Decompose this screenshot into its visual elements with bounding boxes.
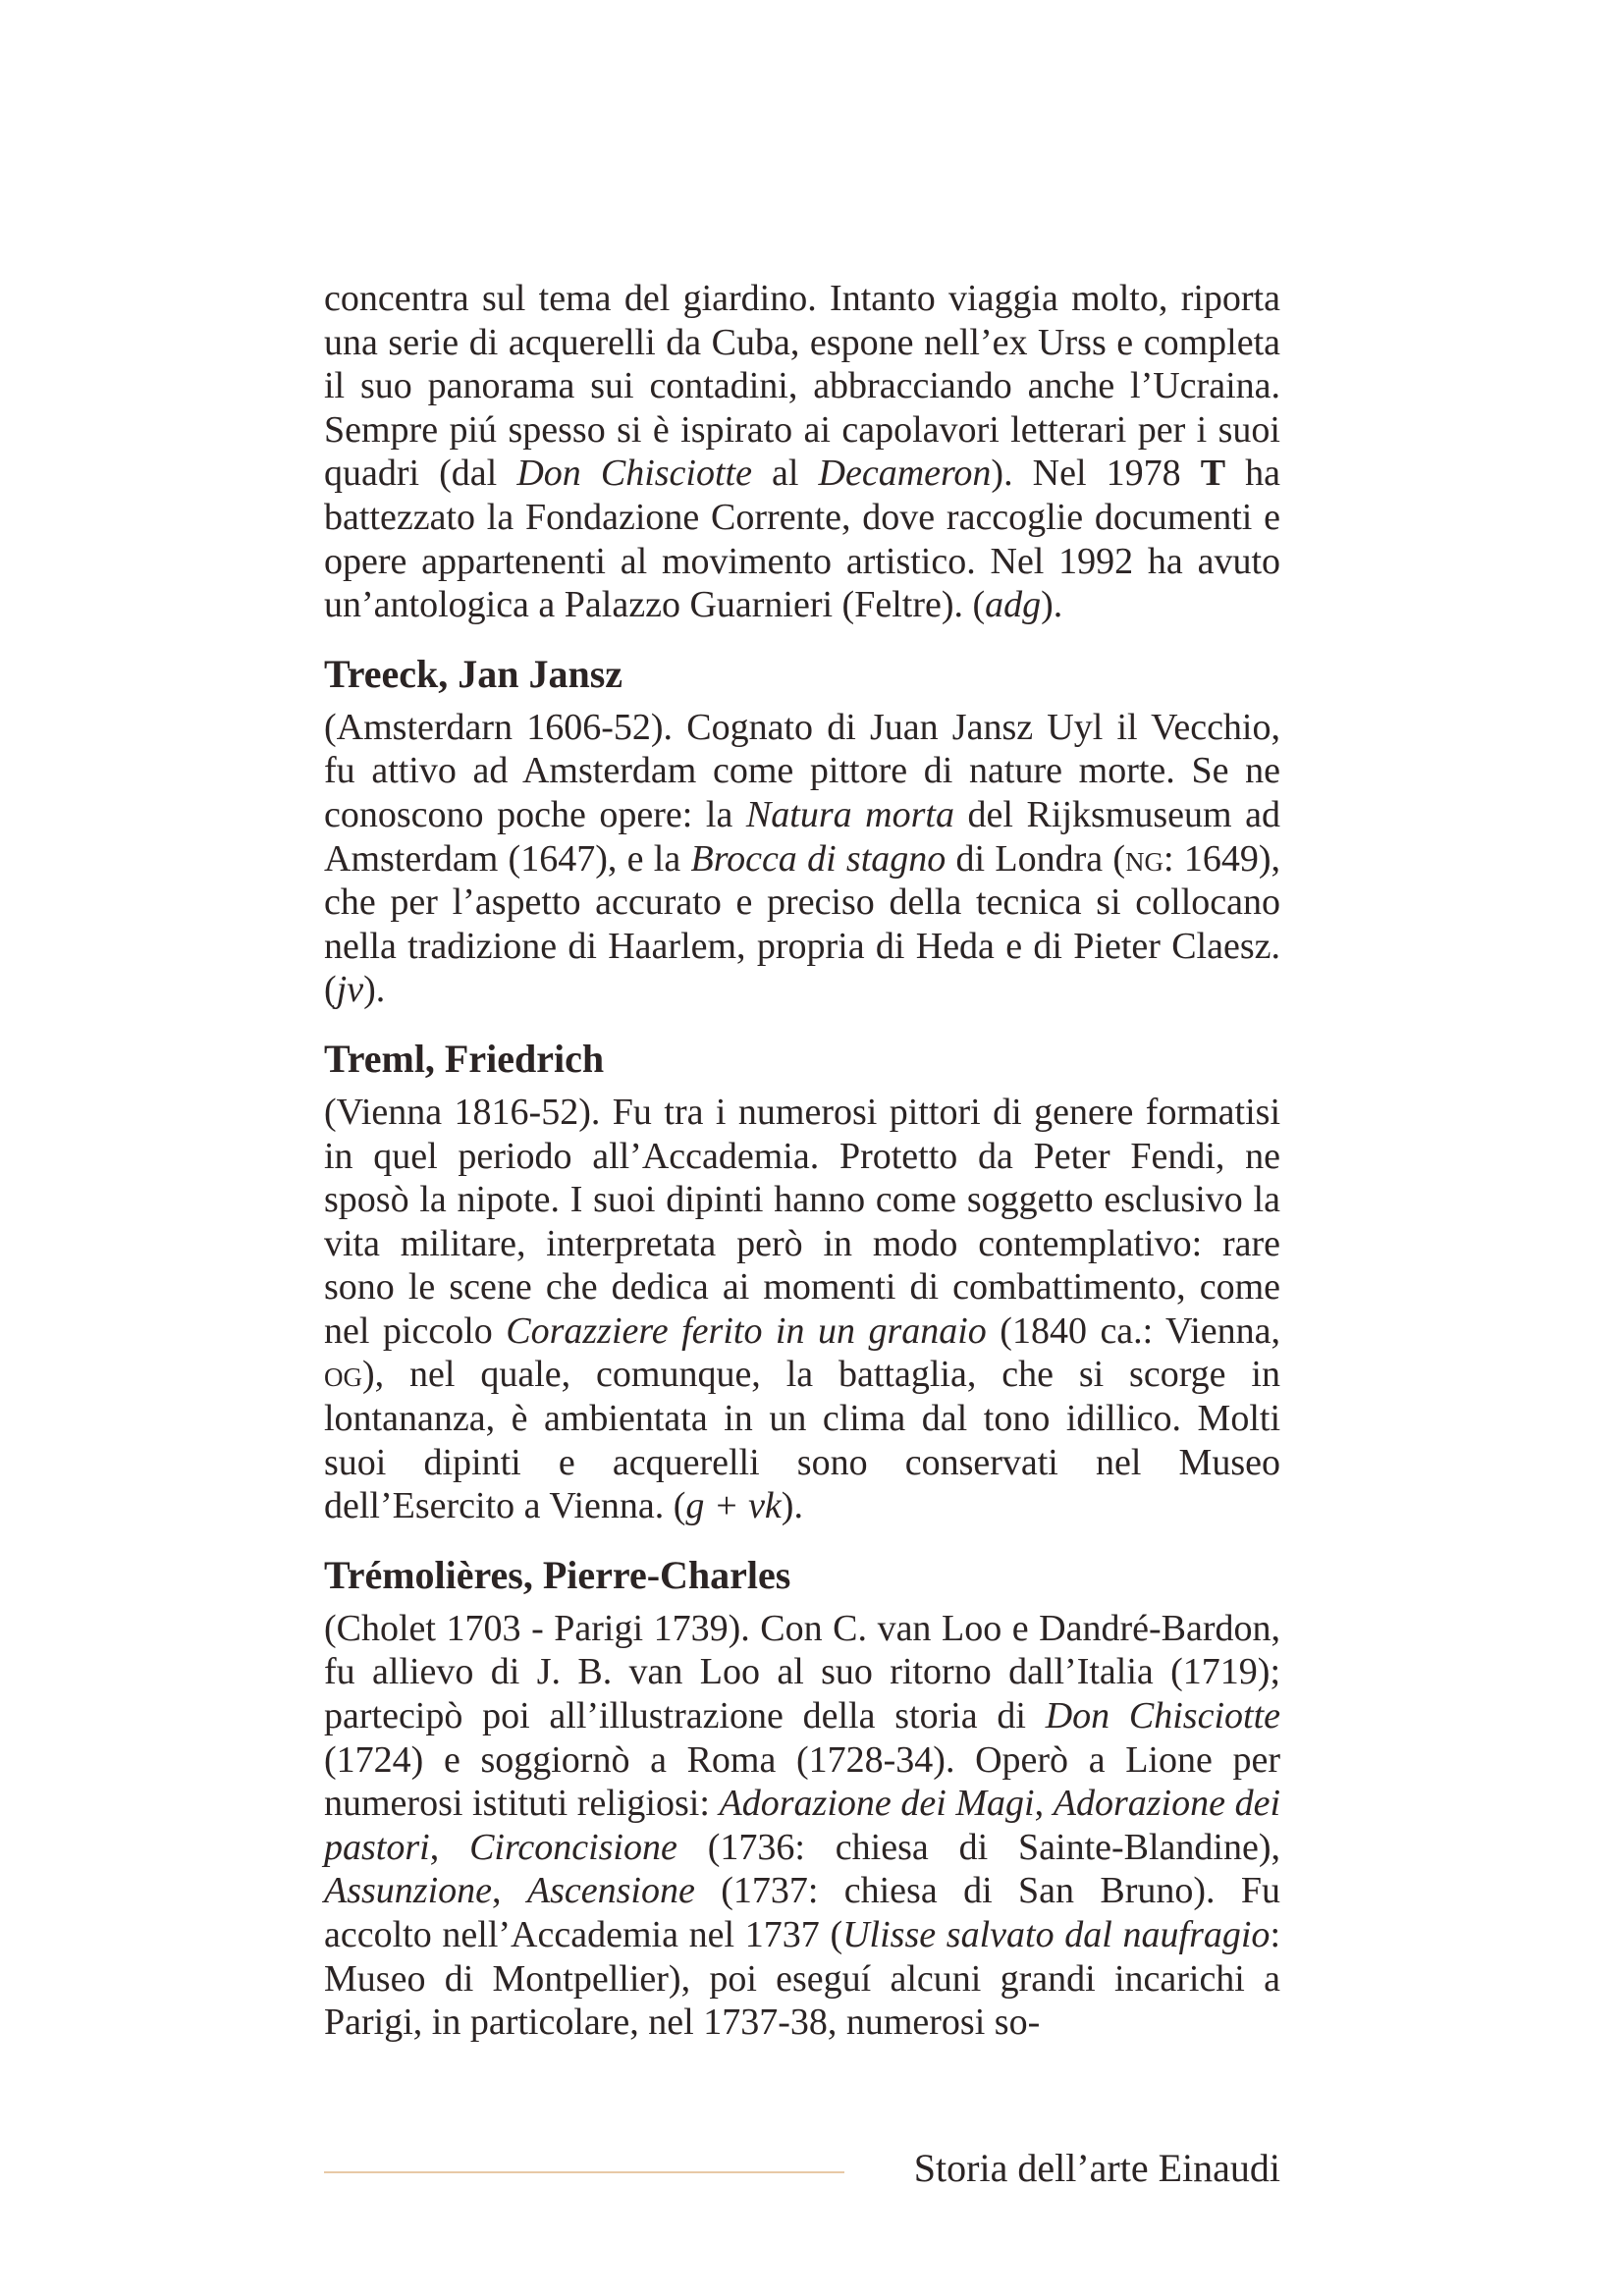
intro-paragraph: concentra sul tema del giardino. Intanto viaggia molto, riporta una serie di acquerelli da Cuba, espone nell’ex Urss e completa il suo panorama sui contadini, abbracciando anche l’Ucraina. Sempre piú spesso si è ispirato ai capolavori letterari per i suoi quadri (dal Don Chisciotte al Decameron). Nel 1978 T ha battezzato la Fondazione Corrente, dove raccoglie documenti e opere appartenenti al movimento artistico. Nel 1992 ha avuto un’antologica a Palazzo Guarnieri (Feltre). (adg). bbox=[324, 278, 1280, 626]
page-footer bbox=[324, 2144, 1280, 2193]
entry-body: (Cholet 1703 - Parigi 1739). Con C. van Loo e Dandré-Bardon, fu allievo di J. B. van Loo al suo ritorno dall’Italia (1719); partecipò poi all’illustrazione della storia di Don Chisciotte (1724) e soggiornò a Roma (1728-34). Operò a Lione per numerosi istituti religiosi: Adorazione dei Magi, Adorazione dei pastori, Circoncisione (1736: chiesa di Sainte-Blandine), Assunzione, Ascensione (1737: chiesa di San Bruno). Fu accolto nell’Accademia nel 1737 (Ulisse salvato dal naufragio: Museo di Montpellier), poi eseguí alcuni grandi incarichi a Parigi, in particolare, nel 1737-38, numerosi so- bbox=[324, 1607, 1281, 2044]
footer-rule bbox=[324, 2171, 844, 2173]
footer-title: Storia dell’arte Einaudi bbox=[913, 2146, 1280, 2190]
text-column bbox=[324, 277, 1280, 2045]
entry-heading: Trémolières, Pierre-Charles bbox=[324, 1552, 791, 1597]
entry-tremolieres bbox=[324, 1552, 1280, 2045]
entry-body: (Amsterdarn 1606-52). Cognato di Juan Jansz Uyl il Vecchio, fu attivo ad Amsterdam come pittore di nature morte. Se ne conoscono poche opere: la Natura morta del Rijksmuseum ad Amsterdam (1647), e la Brocca di stagno di Londra (ng: 1649), che per l’aspetto accurato e preciso della tecnica si collocano nella tradizione di Haarlem, propria di Heda e di Pieter Claesz. (jv). bbox=[324, 706, 1281, 1011]
entry-body: (Vienna 1816-52). Fu tra i numerosi pittori di genere formatisi in quel periodo all’Accademia. Protetto da Peter Fendi, ne sposò la nipote. I suoi dipinti hanno come soggetto esclusivo la vita militare, interpretata però in modo contemplativo: rare sono le scene che dedica ai momenti di combattimento, come nel piccolo Corazziere ferito in un granaio (1840 ca.: Vienna, og), nel quale, comunque, la battaglia, che si scorge in lontananza, è ambientata in un clima dal tono idillico. Molti suoi dipinti e acquerelli sono conservati nel Museo dell’Esercito a Vienna. (g + vk). bbox=[324, 1091, 1280, 1527]
entry-heading: Treeck, Jan Jansz bbox=[324, 651, 623, 696]
entry-heading: Treml, Friedrich bbox=[324, 1036, 605, 1081]
entry-treml bbox=[324, 1036, 1280, 1528]
entry-treeck bbox=[324, 651, 1280, 1012]
